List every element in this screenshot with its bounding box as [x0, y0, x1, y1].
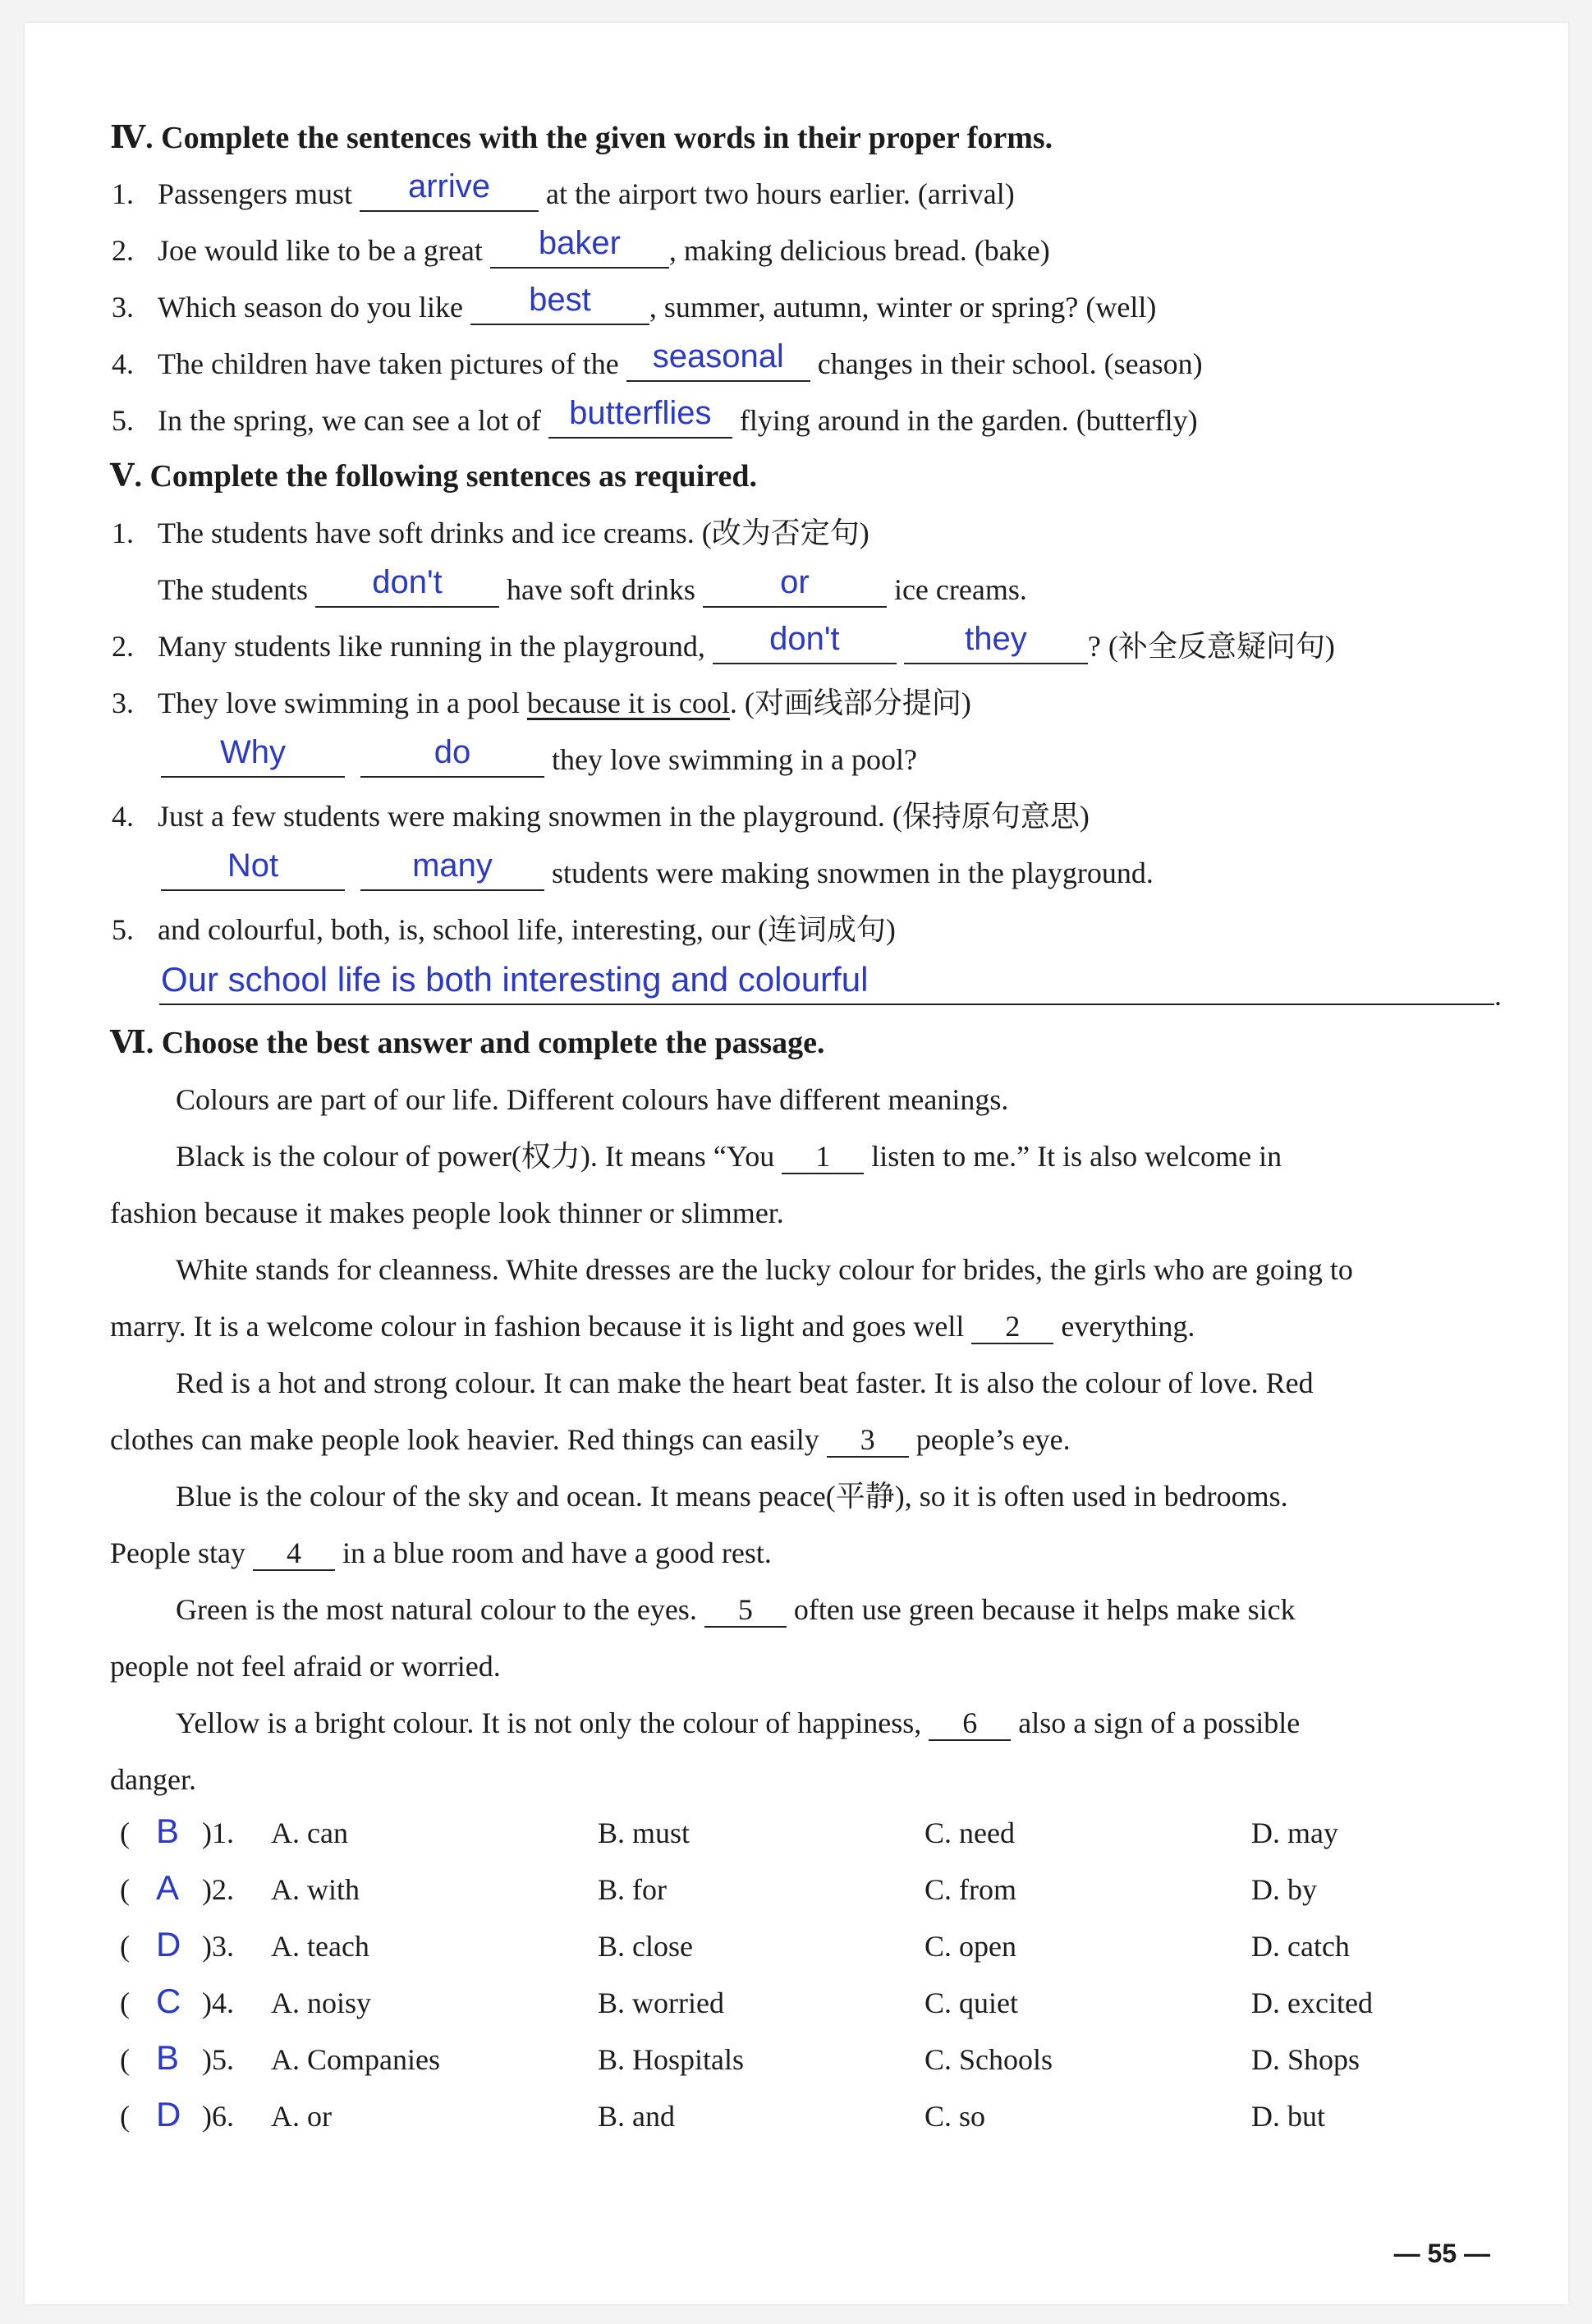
q-number: 3. [112, 291, 134, 324]
s4-question-1 [112, 168, 1015, 214]
q-text: In the spring, we can see a lot of [158, 404, 541, 437]
answer-blank [470, 282, 649, 325]
choice-answer: D [156, 2095, 181, 2133]
passage-text: also a sign of a possible [1018, 1706, 1301, 1739]
option-d: D. but [1251, 2100, 1325, 2133]
answer-text: seasonal [652, 338, 784, 374]
q-text: and colourful, both, is, school life, interesting, our (连词成句) [158, 913, 896, 946]
passage-text: in a blue room and have a good rest. [342, 1536, 772, 1569]
option-b: B. must [598, 1816, 690, 1849]
option-c: C. need [924, 1816, 1015, 1849]
option-b: B. for [598, 1873, 667, 1906]
choice-open-paren: ( [120, 1873, 130, 1906]
passage-line: Colours are part of our life. Different colours have different meanings. [176, 1083, 1009, 1116]
q-text: ice creams. [893, 573, 1027, 606]
q-text: Just a few students were making snowmen in the playground. (保持原句意思) [158, 800, 1090, 833]
q-text: , making delicious bread. (bake) [668, 234, 1050, 267]
q-number: 3. [112, 687, 134, 719]
choice-number: )2. [202, 1873, 234, 1906]
answer-text: arrive [407, 168, 491, 204]
blank-number: 3 [827, 1423, 909, 1458]
choice-number: )5. [202, 2043, 234, 2076]
answer-text: don't [372, 564, 443, 600]
q-number: 4. [112, 347, 134, 380]
passage-line [110, 1307, 1195, 1346]
section-5-title: Ⅴ. Complete the following sentences as required. [110, 459, 758, 494]
answer-blank [548, 395, 732, 439]
choice-open-paren: ( [120, 1816, 130, 1849]
s5-question-2 [112, 621, 1335, 666]
option-d: D. excited [1251, 1986, 1373, 2019]
s5-question-5 [112, 910, 896, 949]
choice-number: )4. [202, 1986, 234, 2019]
s4-question-5 [112, 395, 1198, 440]
q-text: students were making snowmen in the playground. [552, 857, 1154, 889]
passage-text: Black is the colour of power(权力). It means “You [176, 1140, 775, 1173]
option-c: C. quiet [924, 1986, 1018, 2019]
choice-number: )3. [202, 1930, 234, 1963]
answer-blank [360, 734, 544, 778]
q-text: , summer, autumn, winter or spring? (well) [649, 291, 1157, 324]
choice-answer: A [156, 1868, 180, 1907]
passage-line [176, 1590, 1296, 1629]
q-text: They love swimming in a pool [158, 687, 520, 719]
choice-number: )1. [202, 1816, 234, 1849]
q-text: Passengers must [158, 177, 352, 210]
blank-number: 6 [929, 1706, 1011, 1741]
blank-number: 2 [971, 1310, 1053, 1344]
passage-line [176, 1703, 1300, 1743]
option-c: C. Schools [924, 2043, 1053, 2076]
answer-blank [161, 847, 345, 891]
choice-answer: B [156, 1812, 180, 1850]
option-c: C. open [924, 1930, 1016, 1963]
option-d: D. Shops [1251, 2043, 1360, 2076]
choice-open-paren: ( [120, 2100, 130, 2133]
passage-line: White stands for cleanness. White dresses are the lucky colour for brides, the girls who are going to [176, 1253, 1353, 1286]
q-text: they love swimming in a pool? [552, 743, 917, 776]
option-b: B. Hospitals [598, 2043, 745, 2076]
answer-text: don't [769, 621, 840, 657]
underlined-part: because it is cool [526, 687, 730, 719]
s5-question-1-answer [158, 564, 1027, 609]
s5-question-4 [112, 797, 1090, 836]
answer-text: they [965, 621, 1027, 657]
answer-blank [315, 564, 499, 608]
answer-blank [360, 168, 539, 212]
answer-text: butterflies [569, 395, 712, 431]
q-number: 5. [112, 913, 134, 946]
answer-rule [159, 1004, 1494, 1005]
choice-answer: D [156, 1925, 181, 1963]
answer-text: many [412, 847, 493, 884]
option-a: A. or [271, 2100, 332, 2133]
option-a: A. teach [271, 1930, 369, 1963]
answer-blank [703, 564, 887, 608]
section-4-title: Ⅳ. Complete the sentences with the given words in their proper forms. [110, 121, 1053, 155]
choice-open-paren: ( [120, 1986, 130, 2019]
blank-number: 5 [704, 1593, 787, 1628]
q-text: flying around in the garden. (butterfly) [739, 404, 1198, 437]
q-number: 1. [112, 517, 134, 549]
q-text: The students [158, 573, 308, 606]
s4-question-2 [112, 225, 1050, 270]
option-d: D. by [1251, 1873, 1317, 1906]
passage-text: Green is the most natural colour to the eyes. [176, 1593, 697, 1626]
passage-line: people not feel afraid or worried. [110, 1650, 501, 1683]
section-6-title: Ⅵ. Choose the best answer and complete the passage. [110, 1026, 825, 1060]
q-number: 4. [112, 800, 134, 833]
choice-answer: B [156, 2038, 180, 2077]
s4-question-4 [112, 338, 1203, 384]
q-number: 5. [112, 404, 134, 437]
sentence-end: . [1494, 979, 1502, 1012]
passage-text: people’s eye. [915, 1423, 1071, 1456]
blank-number: 4 [253, 1536, 335, 1571]
s5-question-3-answer [161, 734, 917, 779]
q-text: Which season do you like [158, 291, 463, 324]
option-a: A. noisy [271, 1986, 372, 2019]
q-text: The children have taken pictures of the [158, 347, 619, 380]
q-number: 2. [112, 630, 134, 663]
answer-blank [490, 225, 669, 269]
passage-line [110, 1533, 772, 1573]
option-a: A. Companies [271, 2043, 440, 2076]
answer-text: Not [227, 847, 279, 884]
passage-text: clothes can make people look heavier. Red things can easily [110, 1423, 819, 1456]
passage-line: danger. [110, 1763, 196, 1796]
passage-line: Red is a hot and strong colour. It can make the heart beat faster. It is also the colour of love. Red [176, 1366, 1314, 1399]
passage-text: often use green because it helps make sick [793, 1593, 1296, 1626]
answer-blank [161, 734, 345, 778]
passage-text: People stay [110, 1536, 245, 1569]
q-text: Many students like running in the playground, [158, 630, 705, 663]
q-text: ? (补全反意疑问句) [1087, 630, 1335, 663]
passage-line: Blue is the colour of the sky and ocean. It means peace(平静), so it is often used in bedrooms. [176, 1480, 1288, 1513]
blank-number: 1 [782, 1140, 864, 1174]
choice-open-paren: ( [120, 2043, 130, 2076]
answer-text: best [529, 282, 591, 318]
page-number: — 55 — [1393, 2239, 1490, 2268]
worksheet-page [25, 23, 1568, 2304]
answer-blank [713, 621, 897, 664]
answer-blank [904, 621, 1088, 664]
option-a: A. with [271, 1873, 360, 1906]
q-text: . (对画线部分提问) [729, 687, 971, 719]
q-number: 2. [112, 234, 134, 267]
answer-text: baker [538, 225, 621, 261]
passage-text: listen to me.” It is also welcome in [871, 1140, 1282, 1173]
s5-question-4-answer [161, 847, 1154, 893]
s5-q5-answer-text: Our school life is both interesting and colourful [161, 960, 869, 999]
q-text: Joe would like to be a great [158, 234, 483, 267]
option-b: B. close [598, 1930, 693, 1963]
option-b: B. worried [598, 1986, 724, 2019]
q-text: have soft drinks [506, 573, 695, 606]
choice-open-paren: ( [120, 1930, 130, 1963]
s5-question-3 [112, 683, 971, 723]
answer-text: or [780, 564, 810, 600]
option-b: B. and [598, 2100, 675, 2133]
choice-number: )6. [202, 2100, 234, 2133]
answer-blank [626, 338, 810, 382]
passage-line: fashion because it makes people look thinner or slimmer. [110, 1196, 784, 1229]
s4-question-3 [112, 282, 1157, 327]
passage-text: everything. [1061, 1310, 1195, 1343]
option-d: D. may [1251, 1816, 1338, 1849]
q-number: 1. [112, 177, 134, 210]
passage-text: Yellow is a bright colour. It is not only the colour of happiness, [176, 1706, 922, 1739]
passage-text: marry. It is a welcome colour in fashion because it is light and goes well [110, 1310, 965, 1343]
passage-line [110, 1420, 1071, 1459]
option-d: D. catch [1251, 1930, 1350, 1963]
q-text: The students have soft drinks and ice creams. (改为否定句) [158, 517, 869, 549]
answer-text: Why [220, 734, 286, 770]
q-text: changes in their school. (season) [817, 347, 1203, 380]
choice-answer: C [156, 1982, 181, 2020]
passage-line [176, 1137, 1282, 1176]
q-text: at the airport two hours earlier. (arrival) [546, 177, 1015, 210]
s5-question-1 [112, 513, 869, 553]
option-c: C. so [924, 2100, 986, 2133]
answer-blank [360, 847, 544, 891]
option-c: C. from [924, 1873, 1016, 1906]
answer-text: do [434, 734, 471, 770]
option-a: A. can [271, 1816, 348, 1849]
